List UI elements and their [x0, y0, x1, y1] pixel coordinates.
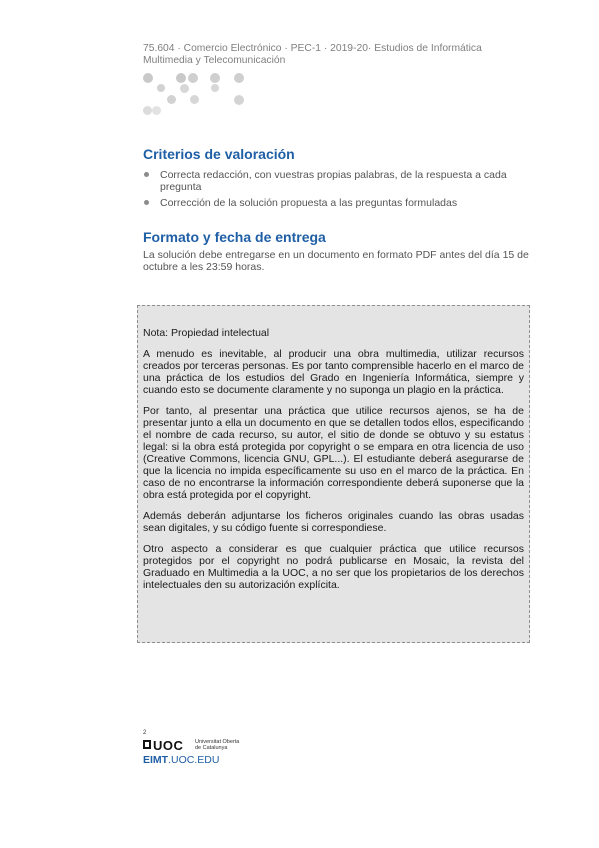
university-name-line: de Catalunya [195, 745, 228, 751]
criteria-heading: Criterios de valoración [143, 146, 295, 162]
uoc-mark-icon [143, 740, 151, 749]
list-item-text: Correcta redacción, con vuestras propias palabras, de la respuesta a cada pregunta [160, 169, 507, 193]
format-text: La solución debe entregarse en un documento en formato PDF antes del día 15 de octubre a les 23:59 horas. [143, 249, 529, 273]
bullet-icon [144, 200, 149, 205]
dot [234, 95, 244, 105]
intellectual-property-note [137, 305, 530, 643]
note-paragraph: Otro aspecto a considerar es que cualquier práctica que utilice recursos protegidos por el copyright no podrá publicarse en Mosaic, la revista del Graduado en Multimedia a la UOC, a no ser que los propietarios de los derechos intelectuales den su autorización explícita. [143, 543, 524, 591]
note-paragraph: A menudo es inevitable, al producir una obra multimedia, utilizar recursos creados por terceras personas. Es por tanto comprensible hacerlo en el marco de una práctica de los estudios del Grado en Ingeniería Informática, siempre y cuando esto se documente claramente y no suponga un plagio en la práctica. [143, 348, 524, 396]
decorative-dots [143, 73, 253, 118]
dot [157, 84, 165, 92]
eimt-bold: EIMT [143, 754, 169, 766]
dot [190, 95, 199, 104]
dot [180, 84, 189, 93]
list-item [143, 169, 529, 193]
bullet-icon [144, 172, 149, 177]
dot [143, 73, 153, 83]
note-paragraph: Además deberán adjuntarse los ficheros originales cuando las obras usadas sean digitales, y su código fuente si correspondiese. [143, 510, 524, 534]
dot [234, 73, 244, 83]
note-paragraph: Por tanto, al presentar una práctica que utilice recursos ajenos, se ha de presentar junto a ella un documento en que se detallen todos ellos, especificando el nombre de cada recurso, su autor, el sitio de donde se obtuvo y su estatus legal: si la obra está protegida por copyright o se empara en otra licencia de uso (Creative Commons, licencia GNU, GPL...). El estudiante deberá asegurarse de que la licencia no impida específicamente su uso en el marco de la práctica. En caso de no encontrarse la información correspondiente deberá suponerse que la obra está protegida por el copyright. [143, 405, 524, 501]
list-item [143, 197, 529, 209]
dot [210, 73, 220, 83]
dot [167, 95, 176, 104]
university-name [195, 739, 255, 751]
university-name-line: Universitat Oberta [195, 739, 240, 745]
page-number: 2 [143, 730, 147, 736]
uoc-logo-text: UOC [153, 738, 184, 753]
dot [176, 73, 186, 83]
page-header: 75.604 · Comercio Electrónico · PEC-1 · 2019-20· Estudios de Informática Multimedia y Telecomunicación [143, 43, 482, 66]
dot [143, 106, 152, 115]
note-title: Nota: Propiedad intelectual [143, 327, 270, 339]
dot [152, 106, 161, 115]
list-item-text: Corrección de la solución propuesta a las preguntas formuladas [160, 197, 458, 209]
eimt-link [143, 754, 219, 766]
eimt-domain: .UOC.EDU [168, 754, 220, 766]
criteria-list [143, 169, 529, 213]
uoc-logo [143, 738, 263, 754]
dot [211, 84, 219, 92]
format-heading: Formato y fecha de entrega [143, 229, 326, 245]
dot [188, 73, 198, 83]
